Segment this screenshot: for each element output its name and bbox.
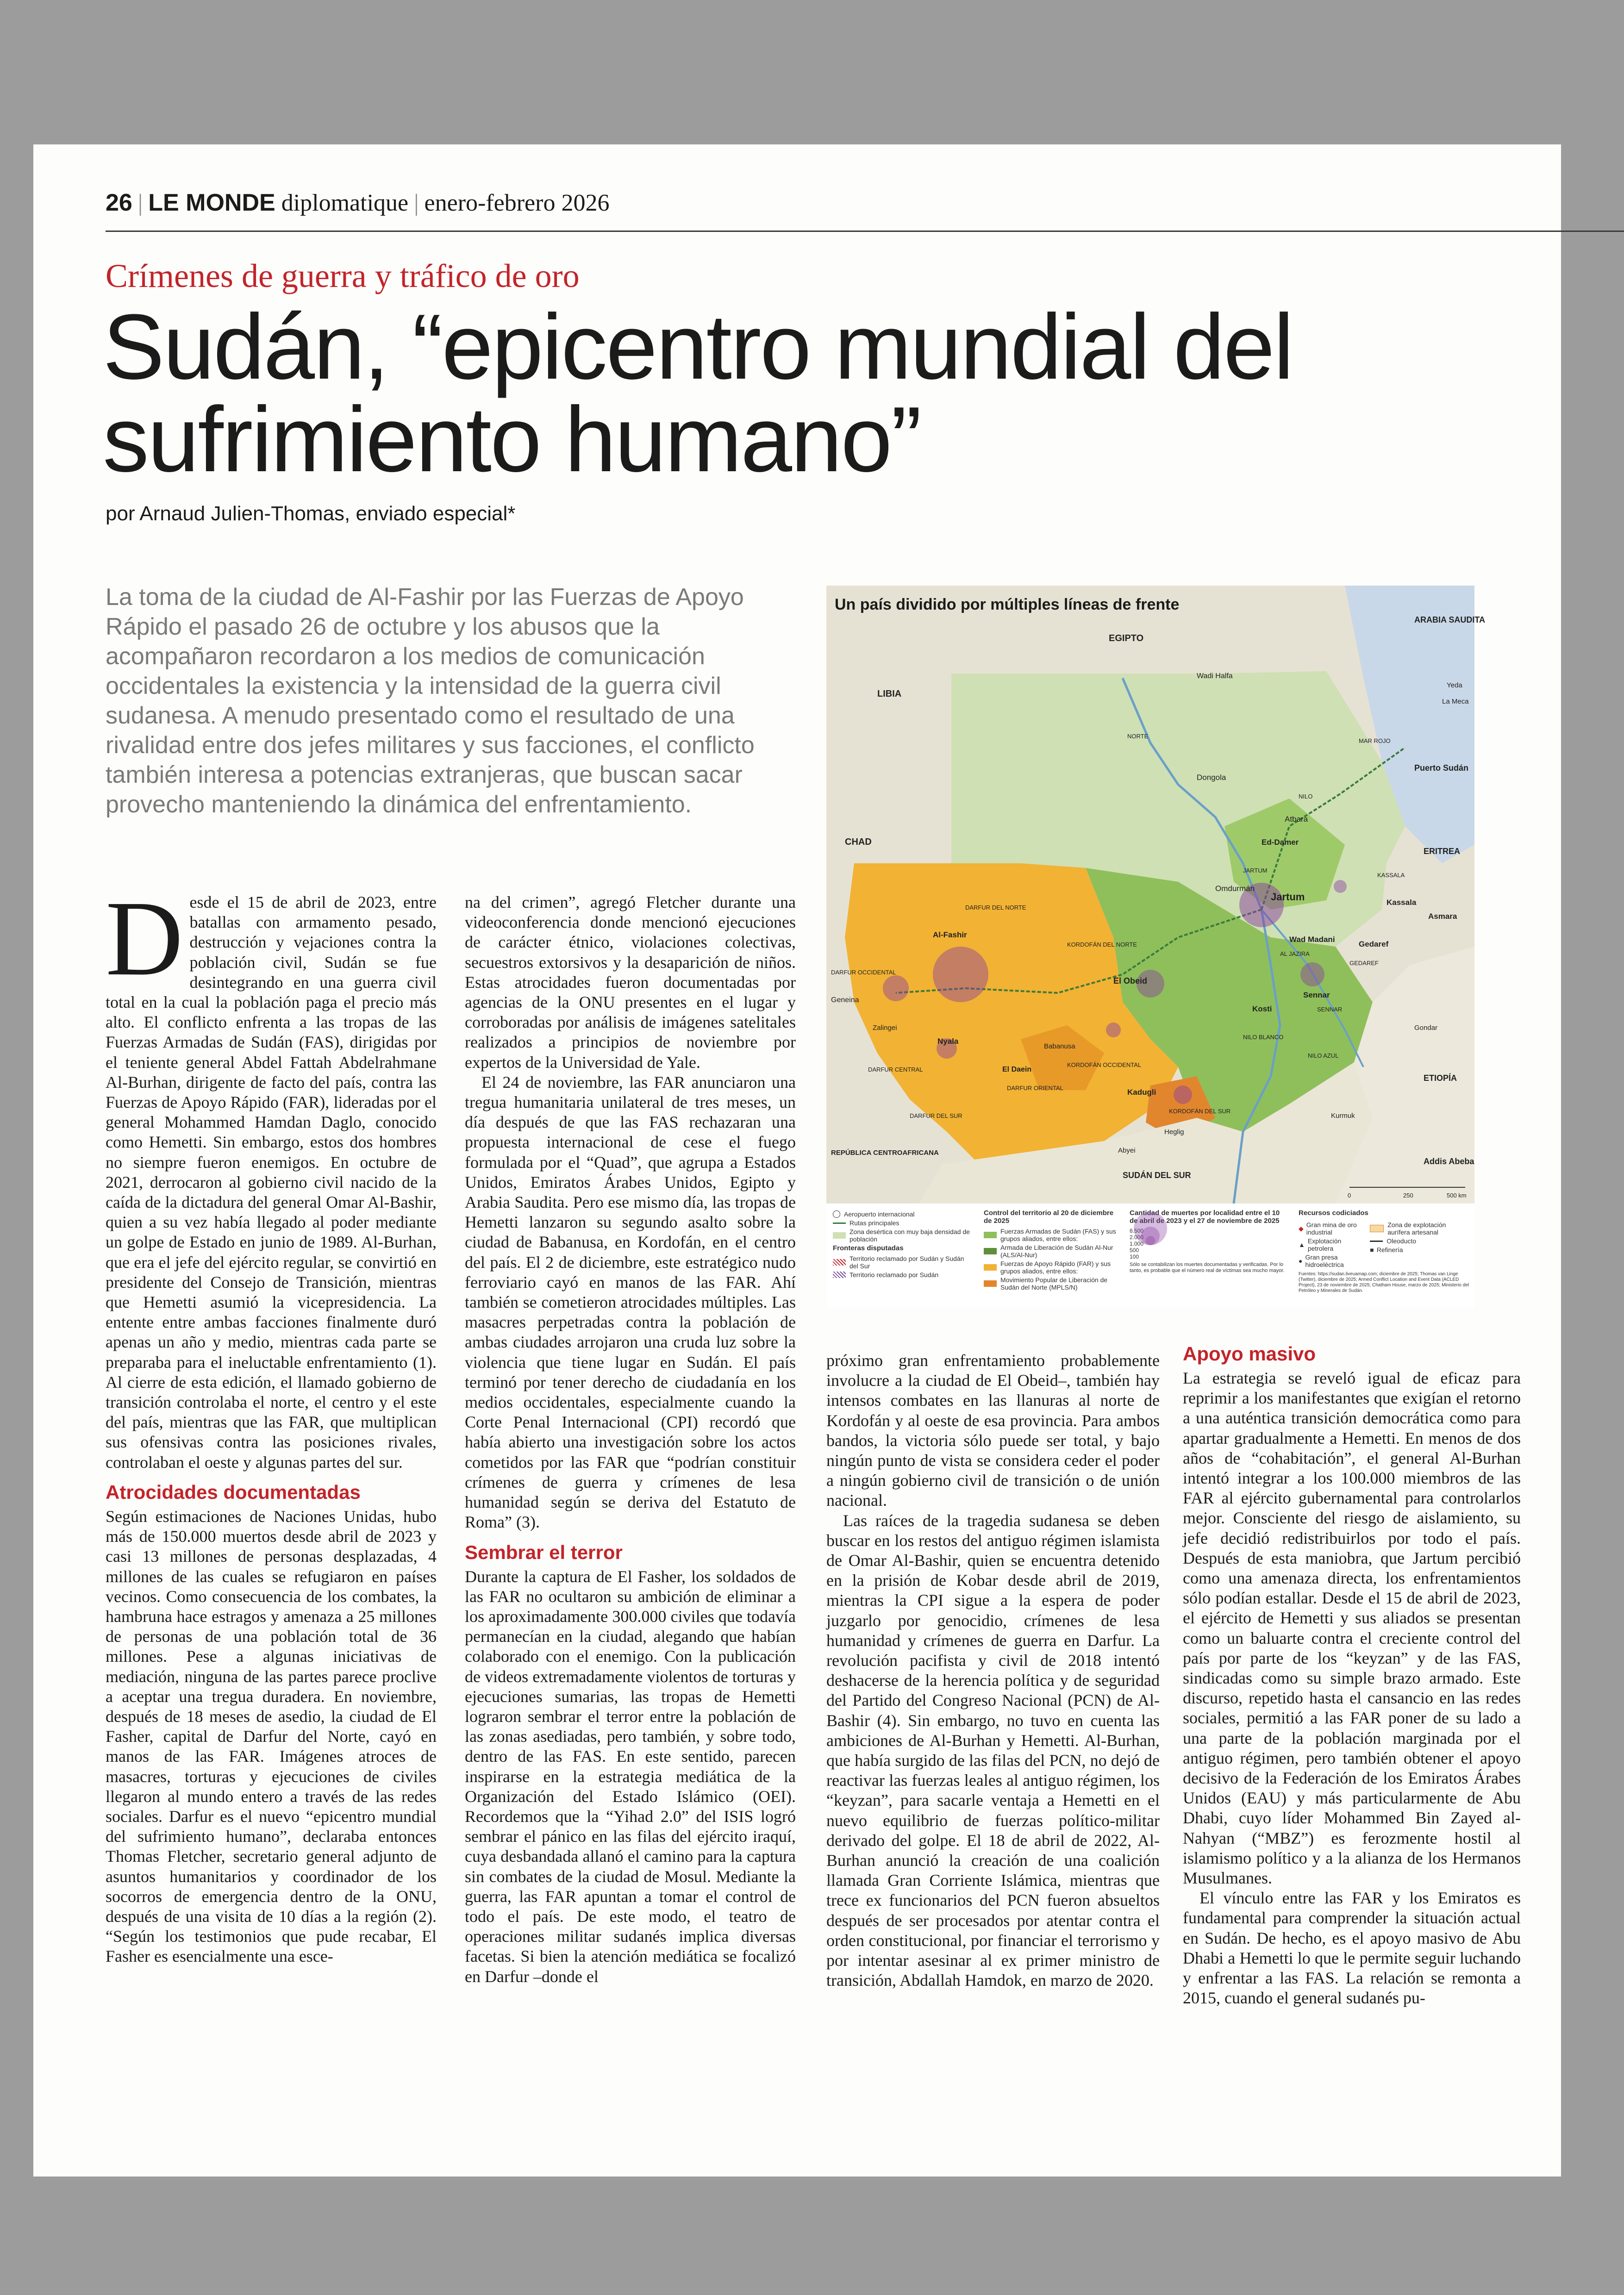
city-gedaref: Gedaref: [1359, 940, 1389, 948]
oil-icon: ▲: [1299, 1241, 1305, 1248]
publication-suffix: diplomatique: [281, 190, 409, 216]
fas-swatch: [984, 1232, 997, 1238]
gold-zone-swatch: [1370, 1225, 1384, 1232]
label-egipto: EGIPTO: [1109, 633, 1144, 643]
region-kordofan-sur: KORDOFÁN DEL SUR: [1169, 1108, 1231, 1115]
region-nilo: NILO: [1299, 793, 1313, 800]
label-libia: LIBIA: [877, 689, 902, 699]
col1-paragraph-1: esde el 15 de abril de 2023, entre batallas con armamento pesado, destrucción y vejaciones contra la población civil, Sudán se fue desintegrando en una guerra civil total en la cual la población paga el precio más alto. El conflicto enfrenta a las tropas de las Fuerzas Armadas de Sudán (FAS), dirigidas por el teniente general Abdel Fattah Abdelrahmane Al-Burhan, dirigente de facto del país, contra las Fuerzas de Apoyo Rápido (FAR), lideradas por el general Mohammed Hamdan Daglo, conocido como Hemetti. Sin embargo, estos dos hombres no siempre fueron enemigos. En octubre de 2021, derrocaron al gobierno civil nacido de la caída de la dictadura del general Omar Al-Bashir, quien a su vez había llegado al poder mediante un golpe de Estado en junio de 1989. Al-Burhan, que era el jefe del ejército regular, se convirtió en presidente del Consejo de Transición, mientras que Hemetti asumió la vicepresidencia. La entente entre ambas facciones finalmente duró apenas un año y medio, mientras cada parte se preparaba para el ineluctable enfrentamiento (1). Al cierre de esta edición, el llamado gobierno de transición controlaba el norte, el centro y el este del país, mientras que las FAR, que multiplican sus ofensivas contra las posiciones rivales, controlaban el oeste y algunas partes del sur.: [106, 893, 437, 1472]
pipeline-icon: [1370, 1241, 1383, 1242]
col4-paragraph-1: La estrategia se reveló igual de eficaz para reprimir a los manifestantes que exigían el retorno a una auténtica transición democrática como para apartar gradualmente a Hemetti. En menos de dos años de “cohabitación”, el general Al-Burhan intentó integrar a los 100.000 miembros de las FAR al ejército gubernamental para controlarlos mejor. Consciente del riesgo de aislamiento, su jefe decidió redistribuirlos por todo el país. Después de esta maniobra, que Jartum percibió como una amenaza directa, los enfrentamientos sólo podían estallar. Desde el 15 de abril de 2023, el ejército de Hemetti y sus aliados se presentan como un baluarte contra el creciente control del país por parte de los “keyzan” y de las FAS, sindicadas como su simple brazo armado. Este discurso, repetido hasta el cansancio en las redes sociales, permitió a las FAR poner de su lado a una parte de la población marginada por el antiguo régimen, pero también obtener el apoyo decisivo de la Federación de los Emiratos Árabes Unidos (EAU) y más particularmente de Abu Dhabi, cuyo líder Mohammed Bin Zayed al-Nahyan (“MBZ”) es ferozmente hostil al islamismo político y a la alianza de los Hermanos Musulmanes.: [1183, 1369, 1521, 1888]
legend-gold-zone: Zona de explotación aurífera artesanal: [1387, 1221, 1446, 1236]
legend-refinery: Refinería: [1376, 1246, 1403, 1254]
city-kurmuk: Kurmuk: [1331, 1112, 1355, 1120]
legend-col-4: [1299, 1209, 1470, 1294]
legend-far: Fuerzas de Apoyo Rápido (FAR) y sus grupos aliados, entre ellos:: [1000, 1260, 1111, 1275]
page-number: 26: [106, 189, 132, 216]
col2-paragraph-1: na del crimen”, agregó Fletcher durante una videoconferencia donde mencionó ejecuciones de carácter étnico, violaciones colectivas, secuestros extorsivos y la desaparición de niños. Estas atrocidades fueron documentadas por agencias de la ONU presentes en el lugar y corroboradas por análisis de imágenes satelitales realizados a principios de noviembre por expertos de la Universidad de Yale.: [465, 893, 796, 1072]
scale-0: 0: [1348, 1192, 1351, 1199]
legend-deaths-note: Sólo se contabilizan los muertes documentadas y verificadas. Por lo tanto, es probable que el número real de víctimas sea mucho mayor.: [1130, 1262, 1285, 1273]
region-kassala: KASSALA: [1377, 872, 1405, 879]
deaths-scale-0: 8.500: [1130, 1228, 1144, 1234]
deaths-scale-2: 1.000: [1130, 1241, 1144, 1247]
article-kicker: Crímenes de guerra y tráfico de oro: [106, 257, 580, 294]
splm-swatch: [984, 1280, 997, 1287]
city-heglig: Heglig: [1164, 1128, 1184, 1136]
legend-routes: Rutas principales: [849, 1219, 899, 1227]
region-kordofan-occidental: KORDOFÁN OCCIDENTAL: [1067, 1061, 1142, 1068]
airport-icon: [833, 1210, 840, 1218]
deaths-scale-4: 100: [1130, 1254, 1139, 1260]
hatch-swatch-2: [833, 1272, 846, 1278]
legend-col-1: [833, 1209, 972, 1280]
region-jartum: JARTUM: [1243, 867, 1268, 874]
city-babanusa: Babanusa: [1044, 1042, 1075, 1050]
city-ed-damer: Ed-Damer: [1262, 838, 1299, 847]
article-byline: por Arnaud Julien-Thomas, enviado especial*: [106, 502, 516, 525]
city-la-meca: La Meca: [1442, 698, 1469, 705]
article-lede: La toma de la ciudad de Al-Fashir por las Fuerzas de Apoyo Rápido el pasado 26 de octubre y los abusos que la acompañaron recordaron a los medios de comunicación occidentales la existencia y la intensidad de la guerra civil sudanesa. A menudo presentado como el resultado de una rivalidad entre dos jefes militares y sus facciones, el conflicto también interesa a potencias extranjeras, que buscan sacar provecho manteniendo la dinámica del enfrentamiento.: [106, 584, 755, 818]
city-puerto-sudan: Puerto Sudán: [1414, 763, 1469, 773]
subhead-sembrar: Sembrar el terror: [465, 1541, 623, 1563]
deaths-scale-1: 2.000: [1130, 1234, 1144, 1241]
map-legend: [826, 1204, 1474, 1308]
legend-sla: Armada de Liberación de Sudán Al-Nur (ALS/Al-Nur): [1000, 1244, 1113, 1259]
issue-date: enero-febrero 2026: [424, 190, 610, 216]
deaths-circles-icon: [1130, 1209, 1171, 1246]
legend-col-3: [1130, 1209, 1287, 1274]
col2-paragraph-2: El 24 de noviembre, las FAR anunciaron una tregua humanitaria unilateral de tres meses, un día después de que las FAS rechazaran una propuesta internacional de cese el fuego formulada por el “Quad”, que agrupa a Estados Unidos, Emiratos Árabes Unidos, Egipto y Arabia Saudita. Pero ese mismo día, las tropas de Hemetti lanzaron su segundo asalto sobre la ciudad de Babanusa, en Kordofán, en el centro del país. El 2 de diciembre, este estratégico nudo ferroviario cayó en manos de las FAR. Ahí también se cometieron atrocidades múltiples. Las masacres perpetradas contra la población de ambas ciudades arrojaron una cruda luz sobre la violencia que tiene lugar en Sudán. El país terminó por tener derecho de ciudadanía en los medios occidentales, especialmente cuando la Corte Penal Internacional (CPI) recordó que había abierto una investigación sobre los actos cometidos por las FAR que “podrían constituir crímenes de guerra y crímenes de lesa humanidad según se deriva del Estatuto de Roma” (3).: [465, 1073, 796, 1532]
col2-paragraph-3: Durante la captura de El Fasher, los soldados de las FAR no ocultaron su ambición de eliminar a los aproximadamente 300.000 civiles que todavía permanecían en la ciudad, alegando que habían colaborado con el enemigo. Con la publicación de videos extremadamente violentos de torturas y ejecuciones sumarias, las tropas de Hemetti lograron sembrar el terror entre la población de las zonas asediadas, pero también, y sobre todo, dentro de las FAS. En este sentido, parecen inspirarse en la estrategia mediática de la Organización del Estado Islámico (OEI). Recordemos que la “Yihad 2.0” del ISIS logró sembrar el pánico en las filas del ejército iraquí, cuya desbandada allanó el camino para la captura sin combates de la ciudad de Mosul. Mediante la guerra, las FAR apuntan a tomar el control de todo el país. De este modo, el teatro de operaciones militar sudanés implica diversas facetas. Si bien la atención mediática se focalizó en Darfur –donde el: [465, 1567, 796, 1986]
city-atbara: Atbara: [1285, 815, 1308, 823]
label-eritrea: ERITREA: [1424, 847, 1461, 856]
region-sennar: SENNAR: [1317, 1006, 1343, 1013]
city-addis-abeba: Addis Abeba: [1424, 1157, 1474, 1166]
legend-deaths-title: Cantidad de muertes por localidad entre el 10 de abril de 2023 y el 27 de noviembre de 2025: [1130, 1209, 1280, 1225]
city-abyei: Abyei: [1118, 1147, 1136, 1154]
gold-mine-icon: ◆: [1299, 1225, 1304, 1232]
region-gedaref: GEDAREF: [1349, 960, 1379, 967]
desert-swatch: [833, 1232, 846, 1239]
subhead-apoyo: Apoyo masivo: [1183, 1343, 1316, 1365]
hatch-swatch-1: [833, 1259, 846, 1266]
legend-pipeline: Oleoducto: [1387, 1237, 1417, 1245]
legend-fas: Fuerzas Armadas de Sudán (FAS) y sus grupos aliados, entre ellos:: [1000, 1228, 1116, 1242]
legend-dam: Gran presa hidroeléctrica: [1305, 1254, 1344, 1268]
city-sennar: Sennar: [1303, 991, 1330, 999]
route-icon: [833, 1222, 846, 1224]
col3-paragraph-2: Las raíces de la tragedia sudanesa se deben buscar en los restos del antiguo régimen islamista de Omar Al-Bashir, quien se encuentra detenido en la prisión de Kobar desde abril de 2019, mientras la CPI sigue a la espera de poder juzgarlo por genocidio, crímenes de lesa humanidad y crímenes de guerra en Darfur. La revolución pacifista y civil de 2018 intentó deshacerse de la herencia política y de seguridad del Partido del Congreso Nacional (PCN) de Al-Bashir (4). Sin embargo, no tuvo en cuenta las ambiciones de Al-Burhan y Hemetti. Al-Burhan, que había surgido de las filas del PCN, no dejó de reactivar las fuerzas leales al antiguo régimen, los “keyzan”, para sacarle ventaja a Hemetti en el nuevo equilibrio de fuerzas político-militar derivado del golpe. El 18 de abril de 2022, Al-Burhan anunció la creación de una coalición llamada Gran Corriente Islámica, mientras que trece ex funcionarios del PCN fueron absueltos después de ser procesados por atentar contra el orden constitucional, por financiar el terrorismo y por intentar asesinar al ex primer ministro de transición, Abdallah Hamdok, en marzo de 2020.: [826, 1511, 1160, 1990]
region-darfur-norte: DARFUR DEL NORTE: [965, 904, 1026, 911]
body-column-2: [465, 892, 796, 1987]
far-swatch: [984, 1264, 997, 1271]
legend-airport: Aeropuerto internacional: [844, 1210, 915, 1218]
col4-paragraph-2: El vínculo entre las FAR y los Emiratos es fundamental para comprender la situación actual en Sudán. De hecho, es el apoyo masivo de Abu Dhabi a Hemetti lo que le permite seguir luchando y enfrentar a las FAS. La relación se remonta a 2015, cuando el general sudanés pu-: [1183, 1889, 1521, 2008]
body-column-1: [106, 879, 437, 1967]
body-column-4: [1183, 1342, 1521, 2008]
region-darfur-occidental: DARFUR OCCIDENTAL: [831, 969, 896, 976]
label-sudan-sur: SUDÁN DEL SUR: [1123, 1171, 1191, 1180]
subhead-atrocidades: Atrocidades documentadas: [106, 1481, 361, 1503]
legend-border-2: Territorio reclamado por Sudán: [849, 1271, 939, 1278]
map-graphic: [826, 586, 1485, 1204]
city-nyala: Nyala: [937, 1037, 959, 1046]
refinery-icon: ■: [1370, 1246, 1374, 1254]
city-kassala: Kassala: [1387, 898, 1417, 907]
region-norte: NORTE: [1127, 733, 1149, 740]
drop-cap: D: [106, 879, 183, 998]
city-zalingei: Zalingei: [873, 1024, 897, 1032]
city-omdurman: Omdurmán: [1215, 884, 1255, 893]
map-title: Un país dividido por múltiples líneas de frente: [835, 596, 1180, 613]
legend-col-2: [984, 1209, 1118, 1292]
scale-500: 500 km: [1447, 1192, 1467, 1199]
region-darfur-oriental: DARFUR ORIENTAL: [1007, 1085, 1063, 1091]
header-rule: [106, 231, 1624, 232]
page-header: 26 | LE MONDE diplomatique | enero-febrero 2026: [106, 189, 610, 216]
legend-border-1: Territorio reclamado por Sudán y Sudán del Sur: [849, 1255, 964, 1270]
city-el-obeid: El Obeid: [1113, 976, 1148, 985]
label-chad: CHAD: [845, 837, 872, 847]
col1-paragraph-2: Según estimaciones de Naciones Unidas, hubo más de 150.000 muertos desde abril de 2023 y casi 13 millones de personas desplazadas, 4 millones de las cuales se refugiaron en países vecinos. Como consecuencia de los combates, la hambruna hace estragos y amenaza a 25 millones de personas de una población total de 36 millones. Pese a algunas iniciativas de mediación, ninguna de las partes parece proclive a aceptar una tregua duradera. En noviembre, después de 18 meses de asedio, la ciudad de El Fasher, capital de Darfur del Norte, cayó en manos de las FAR. Imágenes atroces de masacres, torturas y ejecuciones de civiles llegaron al mundo entero a través de las redes sociales. Darfur es el nuevo “epicentro mundial del sufrimiento humano”, declaraba entonces Thomas Fletcher, secretario general adjunto de asuntos humanitarios y coordinador de los socorros de emergencia dentro de la ONU, después de una visita de 10 días a la región (2). “Según los testimonios que pude recabar, El Fasher es esencialmente una esce-: [106, 1507, 437, 1966]
publication-name: LE MONDE: [148, 189, 275, 216]
col3-paragraph-1: próximo gran enfrentamiento probablemente involucre a la ciudad de El Obeid–, también hay intensos combates en las llanuras al norte de Kordofán y al oeste de esa provincia. Para ambos bandos, la victoria sólo puede ser total, y bajo ningún punto de vista se considera ceder el poder a ningún gobierno civil de transición o de unión nacional.: [826, 1351, 1160, 1510]
legend-sources: Fuentes: https://sudan.liveuamap.com; diciembre de 2025; Thomas van Linge (Twitter), diciembre de 2025; Armed Conflict Location and Event Data (ACLED Project), 23 de noviembre de 2025; Chatham House, marzo de 2025; Ministerio del Petróleo y Minerales de Sudán.: [1299, 1272, 1469, 1293]
region-kordofan-norte: KORDOFÁN DEL NORTE: [1067, 941, 1137, 948]
label-rca: REPÚBLICA CENTROAFRICANA: [831, 1149, 939, 1157]
region-nilo-azul: NILO AZUL: [1308, 1052, 1339, 1059]
legend-resources-title: Recursos codiciados: [1299, 1209, 1368, 1217]
scale-250: 250: [1403, 1192, 1413, 1199]
city-kadugli: Kadugli: [1127, 1088, 1156, 1097]
legend-oil: Explotación petrolera: [1307, 1237, 1342, 1252]
sla-swatch: [984, 1248, 997, 1254]
label-etiopia: ETIOPÍA: [1424, 1073, 1457, 1083]
deaths-scale-3: 500: [1130, 1247, 1139, 1254]
city-al-fashir: Al-Fashir: [933, 930, 967, 939]
city-kosti: Kosti: [1252, 1004, 1272, 1013]
region-darfur-sur: DARFUR DEL SUR: [910, 1112, 962, 1119]
city-gondar: Gondar: [1414, 1024, 1438, 1032]
city-el-daein: El Daein: [1002, 1066, 1032, 1073]
city-geneina: Geneina: [831, 996, 859, 1004]
legend-control-title: Control del territorio al 20 de diciembre de 2025: [984, 1209, 1114, 1225]
city-wadi-halfa: Wadi Halfa: [1197, 672, 1233, 680]
region-darfur-central: DARFUR CENTRAL: [868, 1066, 923, 1073]
city-wad-madani: Wad Madani: [1289, 935, 1335, 944]
city-yeda: Yeda: [1447, 681, 1462, 689]
legend-desert: Zona desértica con muy baja densidad de población: [849, 1228, 970, 1243]
dam-icon: ●: [1299, 1257, 1303, 1265]
label-arabia: ARABIA SAUDITA: [1414, 615, 1485, 624]
sudan-map: [826, 586, 1485, 1308]
region-mar-rojo: MAR ROJO: [1359, 737, 1391, 744]
legend-splm: Movimiento Popular de Liberación de Sudán del Norte (MPLS/N): [1000, 1276, 1108, 1291]
legend-borders-title: Fronteras disputadas: [833, 1244, 904, 1252]
article-headline: Sudán, “epicentro mundial del sufrimiento humano”: [103, 295, 1293, 491]
legend-gold-mine: Gran mina de oro industrial: [1306, 1221, 1357, 1236]
city-dongola: Dongola: [1197, 773, 1226, 782]
city-asmara: Asmara: [1428, 912, 1457, 921]
city-jartum: Jartum: [1271, 891, 1305, 903]
body-column-3: [826, 1351, 1160, 1991]
region-nilo-blanco: NILO BLANCO: [1243, 1034, 1284, 1041]
region-al-jazira: AL JAZIRA: [1280, 950, 1310, 957]
